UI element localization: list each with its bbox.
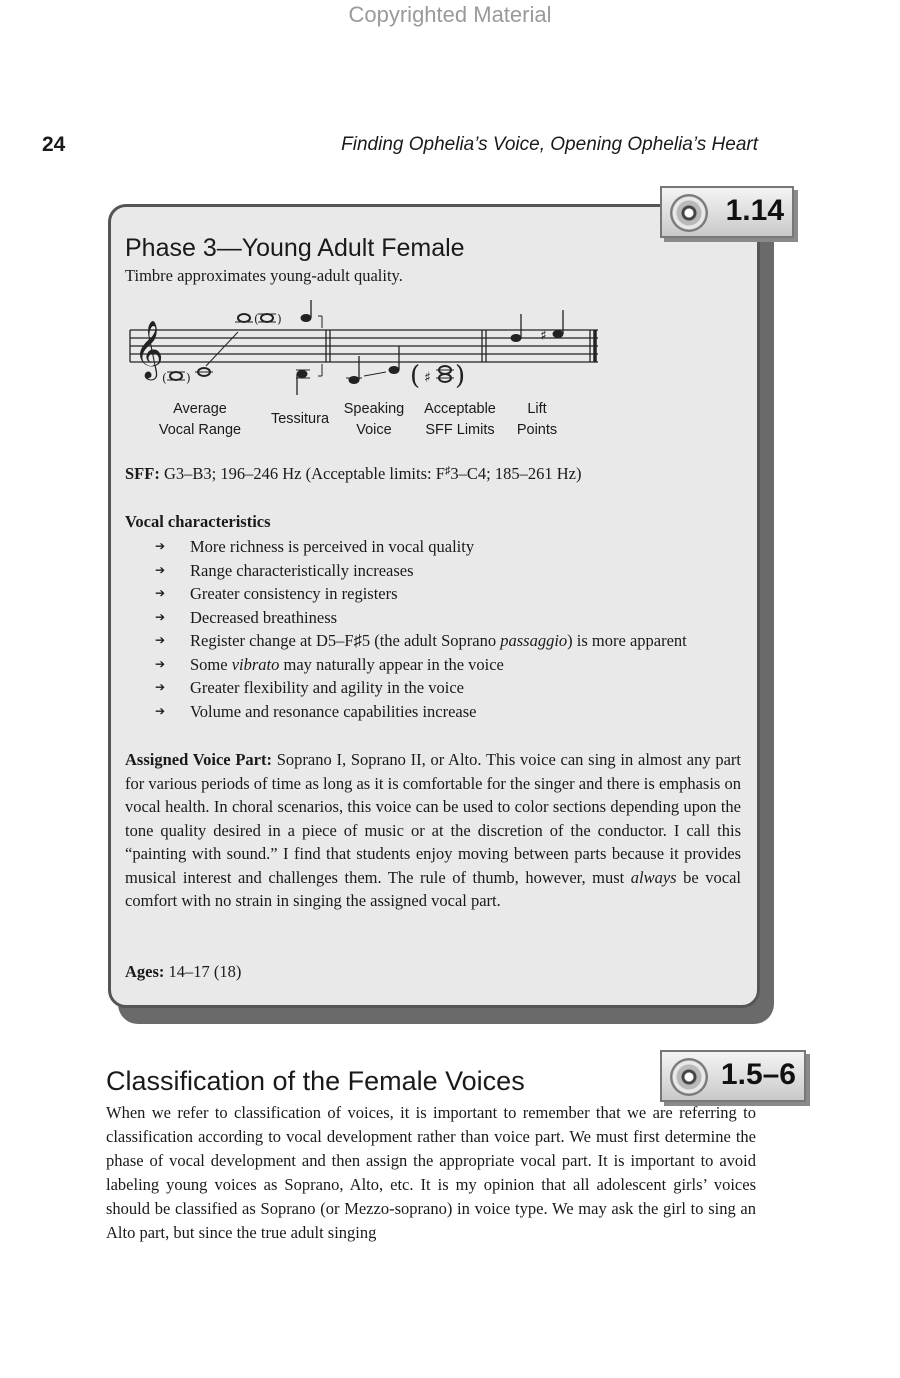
arrow-bullet-icon: ➔ bbox=[155, 633, 166, 647]
list-item: ➔ Range characteristically increases bbox=[155, 559, 687, 583]
body-paragraph: When we refer to classification of voices, it is important to remember that we are referring to classification according to vocal development rather than voice part. We must first determine the phase of vocal development and then assign the appropriate vocal part. It is important to avoid labeling young voices as Soprano, Alto, etc. It is my opinion that all adolescent girls’ voices should be classified as Soprano (or Mezzo-soprano) in voice type. We may ask the girl to sing an Alto part, but since the true adult singing bbox=[106, 1103, 756, 1242]
staff-label-speaking-voice: Speaking Voice bbox=[343, 401, 405, 438]
list-item: ➔ Register change at D5–F♯5 (the adult Soprano passaggio) is more apparent bbox=[155, 629, 687, 653]
arrow-bullet-icon: ➔ bbox=[155, 562, 166, 577]
arrow-bullet-icon: ➔ bbox=[155, 680, 166, 694]
cd-track-badge bbox=[660, 186, 794, 238]
track-number: 1.14 bbox=[725, 194, 784, 227]
svg-text:♯: ♯ bbox=[424, 370, 431, 386]
list-item: ➔ Some vibrato may naturally appear in the voice bbox=[155, 653, 687, 677]
svg-text:): ) bbox=[186, 371, 191, 385]
arrow-bullet-icon: ➔ bbox=[155, 539, 166, 553]
vocal-characteristics-heading: Vocal characteristics bbox=[125, 512, 271, 531]
copyright-watermark: Copyrighted Material bbox=[348, 2, 552, 27]
assigned-voice-part-paragraph: Assigned Voice Part: Soprano I, Soprano II, or Alto. This voice can sing in almost any part for various periods of time as long as it is comfortable for the singer and there is emphasis on vocal health. In choral scenarios, this voice can be used to color sections depending upon the tone quality desired in a piece of music or at the discretion of the conductor. I call this “painting with sound.” I find that students enjoy moving between parts because it provides musical interest and challenges them. The rule of thumb, however, must always be vocal comfort with no strain in singing the assigned vocal part. bbox=[125, 750, 741, 910]
staff-label-lift-points: Lift Points bbox=[516, 401, 558, 438]
cd-disc-icon bbox=[670, 194, 708, 232]
list-item: ➔ Greater consistency in registers bbox=[155, 582, 687, 606]
staff-label-average-range: Average Vocal Range bbox=[158, 401, 242, 438]
svg-text:(: ( bbox=[162, 371, 167, 385]
treble-clef-icon: 𝄞 bbox=[134, 320, 164, 378]
staff-label-acceptable-sff: Acceptable SFF Limits bbox=[424, 401, 496, 438]
cd-track-badge bbox=[660, 1050, 806, 1102]
list-item: ➔ Decreased breathiness bbox=[155, 606, 687, 630]
svg-text:): ) bbox=[277, 312, 282, 326]
arrow-bullet-icon: ➔ bbox=[155, 586, 166, 600]
box-subtitle: Timbre approximates young-adult quality. bbox=[125, 266, 403, 285]
cd-disc-icon bbox=[670, 1058, 708, 1096]
track-number: 1.5–6 bbox=[720, 1058, 796, 1091]
section-heading: Classification of the Female Voices bbox=[106, 1066, 525, 1096]
svg-text:(: ( bbox=[254, 312, 259, 326]
box-title: Phase 3—Young Adult Female bbox=[125, 234, 465, 262]
vocal-characteristics-list bbox=[155, 535, 687, 723]
list-item: ➔ Greater flexibility and agility in the voice bbox=[155, 676, 687, 700]
list-item: ➔ Volume and resonance capabilities increase bbox=[155, 700, 687, 724]
staff-notation-figure bbox=[120, 300, 610, 395]
sff-line: SFF: G3–B3; 196–246 Hz (Acceptable limits: F♯3–C4; 185–261 Hz) bbox=[125, 464, 582, 483]
svg-text:(: ( bbox=[410, 361, 421, 391]
arrow-bullet-icon: ➔ bbox=[155, 609, 166, 624]
page-number: 24 bbox=[42, 133, 66, 156]
arrow-bullet-icon: ➔ bbox=[155, 703, 166, 718]
list-item: ➔ More richness is perceived in vocal quality bbox=[155, 535, 687, 559]
staff-label-tessitura: Tessitura bbox=[270, 411, 330, 427]
svg-text:♯: ♯ bbox=[540, 328, 547, 344]
svg-text:): ) bbox=[455, 361, 466, 391]
arrow-bullet-icon: ➔ bbox=[155, 656, 166, 671]
running-head: Finding Ophelia’s Voice, Opening Ophelia’s Heart bbox=[341, 134, 758, 155]
ages-line: Ages: 14–17 (18) bbox=[125, 962, 242, 981]
